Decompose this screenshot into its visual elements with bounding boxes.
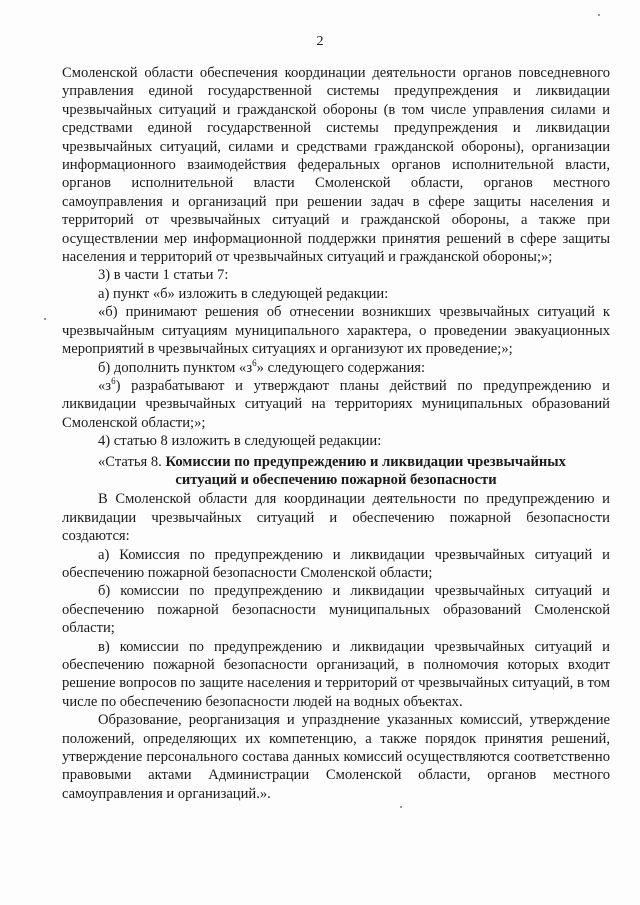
- document-body: [62, 64, 610, 803]
- paragraph-continuation: Смоленской области обеспечения координации деятельности органов повседневного управления единой государственной системы предупреждения и ликвидации чрезвычайных ситуаций и гражданской обороны (в том числе управления силами и средствами единой государственной системы предупреждения и ликвидации чрезвычайных ситуаций, силами и средствами гражданской обороны), организации информационного взаимодействия федеральных органов исполнительной власти, органов исполнительной власти Смоленской области, органов местного самоуправления и организаций при решении задач в сфере защиты населения и территорий от чрезвычайных ситуаций и гражданской обороны, а также при осуществлении мер информационной поддержки принятия решений в сфере защиты населения и территорий от чрезвычайных ситуаций и гражданской обороны;»;: [62, 65, 610, 266]
- paragraph-item-3a: а) пункт «б» изложить в следующей редакции:: [98, 285, 389, 302]
- article-heading: [62, 453, 610, 490]
- paragraph-item-4: 4) статью 8 изложить в следующей редакции:: [98, 433, 382, 450]
- paragraph-item-3b-start: б) дополнить пунктом «з: [98, 359, 253, 376]
- article-title-line-2: ситуаций и обеспечению пожарной безопасности: [175, 471, 497, 488]
- paragraph-quote-b: «б) принимают решения об отнесении возникших чрезвычайных ситуаций к чрезвычайным ситуациям муниципального характера, о проведении эвакуационных мероприятий в чрезвычайных ситуациях и организуют их проведение;»;: [62, 304, 610, 358]
- paragraph-commission-b: б) комиссии по предупреждению и ликвидации чрезвычайных ситуаций и обеспечению пожарной безопасности муниципальных образований Смоленской области;: [62, 583, 610, 637]
- paragraph-item-3: 3) в части 1 статьи 7:: [98, 267, 229, 284]
- page-number: 2: [316, 34, 324, 49]
- scan-speck: [598, 14, 600, 16]
- paragraph-commission-a: а) Комиссия по предупреждению и ликвидации чрезвычайных ситуаций и обеспечению пожарной безопасности Смоленской области;: [62, 546, 610, 581]
- paragraph-formation: Образование, реорганизация и упразднение указанных комиссий, утверждение положений, определяющих их компетенцию, а также порядок принятия решений, утверждение персонального состава данных комиссий осуществляются соответственно правовыми актами Администрации Смоленской области, органов местного самоуправления и организаций.».: [62, 712, 610, 802]
- paragraph-quote-z6: [62, 377, 610, 432]
- scan-speck: [44, 318, 46, 320]
- superscript-six: 6: [111, 376, 116, 387]
- scan-speck: [400, 806, 402, 808]
- superscript-six: 6: [252, 357, 257, 368]
- paragraph-commission-c: в) комиссии по предупреждению и ликвидации чрезвычайных ситуаций и обеспечению пожарной безопасности организаций, в полномочия которых входит решение вопросов по защите населения и территорий от чрезвычайных ситуаций, в том числе по обеспечению безопасности людей на водных объектах.: [62, 638, 610, 710]
- article-title-line-1: Комиссии по предупреждению и ликвидации чрезвычайных: [165, 453, 566, 470]
- paragraph-quote-z6-end: ) разрабатывают и утверждают планы действий по предупреждению и ликвидации чрезвычайных ситуаций на территориях муниципальных образований Смоленской области;»;: [62, 377, 610, 431]
- article-number: «Статья 8.: [98, 453, 162, 470]
- paragraph-commissions-intro: В Смоленской области для координации деятельности по предупреждению и ликвидации чрезвычайных ситуаций и обеспечению пожарной безопасности создаются:: [62, 491, 610, 545]
- paragraph-item-3b-end: » следующего содержания:: [256, 359, 426, 376]
- paragraph-item-3b: [62, 359, 610, 377]
- paragraph-quote-z6-start: «з: [98, 377, 112, 394]
